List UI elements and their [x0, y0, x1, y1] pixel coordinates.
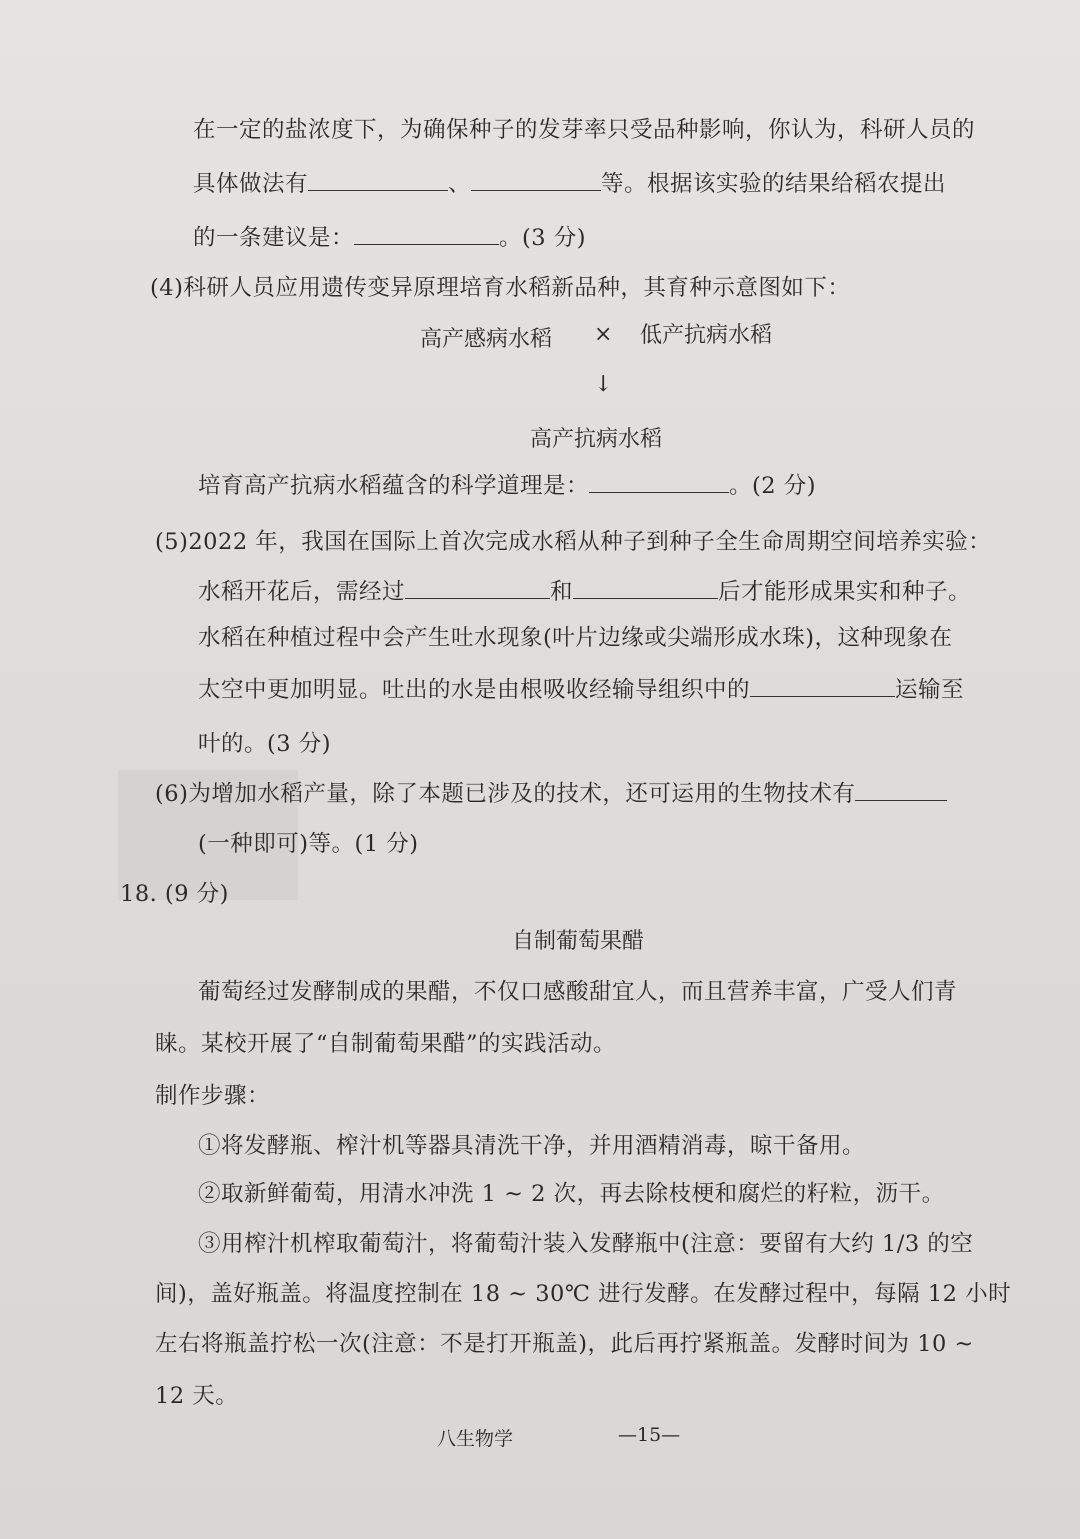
cross-sign: × — [594, 322, 613, 347]
answer-blank-5[interactable] — [405, 576, 550, 599]
q5-line3: 水稻在种植过程中会产生吐水现象(叶片边缘或尖端形成水珠)，这种现象在 — [198, 625, 953, 651]
q5-line5: 叶的。(3 分) — [198, 731, 332, 757]
answer-blank-8[interactable] — [855, 778, 947, 801]
q5-line1: (5)2022 年，我国在国际上首次完成水稻从种子到种子全生命周期空间培养实验： — [155, 529, 992, 555]
q18-steps-label: 制作步骤： — [155, 1083, 271, 1109]
q18-title: 自制葡萄果醋 — [512, 929, 645, 954]
q5-line2: 水稻开花后，需经过 和 后才能形成果实和种子。 — [198, 574, 971, 606]
q6-line1: (6)为增加水稻产量，除了本题已涉及的技术，还可运用的生物技术有 — [155, 776, 947, 808]
parent1: 高产感病水稻 — [420, 327, 553, 352]
answer-blank-2[interactable] — [471, 168, 601, 191]
q18-intro1: 葡萄经过发酵制成的果醋，不仅口感酸甜宜人，而且营养丰富，广受人们青 — [198, 979, 958, 1005]
footer-page-number: —15— — [618, 1424, 681, 1446]
q18-step3-line1: ③用榨汁机榨取葡萄汁，将葡萄汁装入发酵瓶中(注意：要留有大约 1/3 的空 — [198, 1231, 974, 1257]
q18-step3-line4: 12 天。 — [155, 1383, 239, 1409]
q4-line2: 培育高产抗病水稻蕴含的科学道理是： 。(2 分) — [198, 468, 816, 500]
q3-line2: 具体做法有 、 等。根据该实验的结果给稻农提出 — [193, 166, 946, 198]
offspring: 高产抗病水稻 — [530, 427, 663, 452]
footer-subject: 八生物学 — [437, 1428, 514, 1450]
q18-step3-line3: 左右将瓶盖拧松一次(注意：不是打开瓶盖)，此后再拧紧瓶盖。发酵时间为 10 ~ — [155, 1331, 974, 1357]
q5-line4: 太空中更加明显。吐出的水是由根吸收经输导组织中的 运输至 — [198, 672, 964, 704]
arrow-down-icon: ↓ — [594, 372, 613, 397]
q3-line1: 在一定的盐浓度下，为确保种子的发芽率只受品种影响，你认为，科研人员的 — [193, 117, 976, 143]
q18-step1: ①将发酵瓶、榨汁机等器具清洗干净，并用酒精消毒，晾干备用。 — [198, 1133, 866, 1159]
q4-line1: (4)科研人员应用遗传变异原理培育水稻新品种，其育种示意图如下： — [150, 275, 851, 301]
q18-header: 18. (9 分) — [120, 881, 229, 907]
answer-blank-4[interactable] — [589, 470, 729, 493]
answer-blank-7[interactable] — [750, 674, 895, 697]
q18-step2: ②取新鲜葡萄，用清水冲洗 1 ~ 2 次，再去除枝梗和腐烂的籽粒，沥干。 — [198, 1181, 945, 1207]
q6-line2: (一种即可)等。(1 分) — [198, 831, 419, 857]
q3-line3: 的一条建议是： 。(3 分) — [193, 220, 586, 252]
q18-intro2: 睐。某校开展了“自制葡萄果醋”的实践活动。 — [155, 1031, 617, 1057]
answer-blank-3[interactable] — [354, 222, 499, 245]
answer-blank-1[interactable] — [308, 168, 448, 191]
q18-step3-line2: 间)，盖好瓶盖。将温度控制在 18 ~ 30℃ 进行发酵。在发酵过程中，每隔 12 小时 — [155, 1281, 1012, 1307]
answer-blank-6[interactable] — [573, 576, 718, 599]
parent2: 低产抗病水稻 — [640, 323, 773, 348]
